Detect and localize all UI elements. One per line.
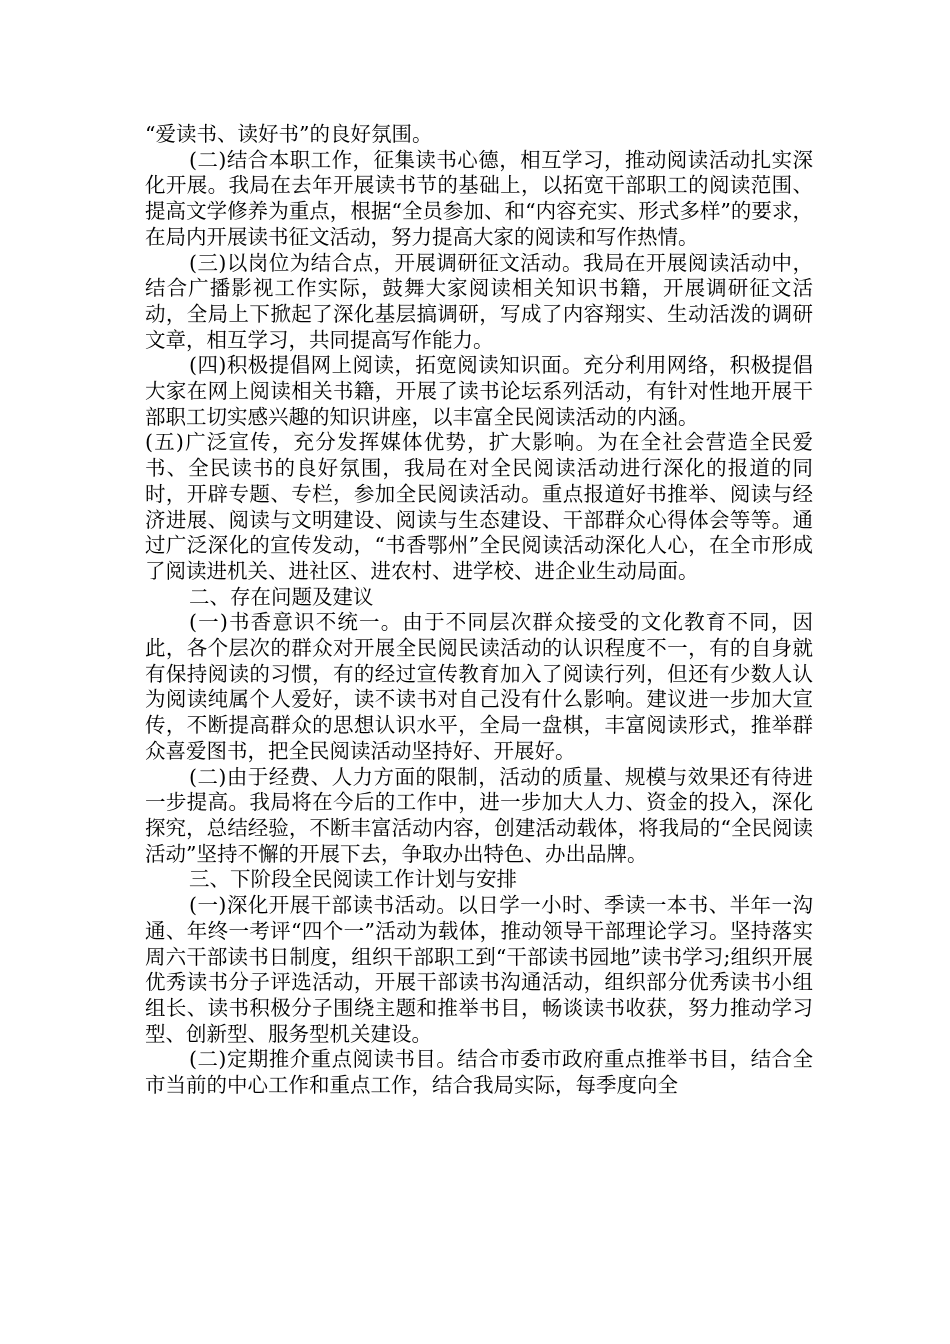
paragraph-section-1-item-3: (三)以岗位为结合点，开展调研征文活动。我局在开展阅读活动中，结合广播影视工作实际，鼓舞大家阅读相关知识书籍，开展调研征文活动，全局上下掀起了深化基层搞调研，写成了内容翔实、生动活泼的调研文章，相互学习，共同提高写作能力。: [145, 250, 813, 352]
paragraph-section-2-item-2: (二)由于经费、人力方面的限制，活动的质量、规模与效果还有待进一步提高。我局将在今后的工作中，进一步加大人力、资金的投入，深化探究，总结经验，不断丰富活动内容，创建活动载体，将我局的“全民阅读活动”坚持不懈的开展下去，争取办出特色、办出品牌。: [145, 764, 813, 866]
paragraph-continuation: “爱读书、读好书”的良好氛围。: [145, 122, 433, 146]
paragraph-section-2-item-1: (一)书香意识不统一。由于不同层次群众接受的文化教育不同，因此，各个层次的群众对开展全民阅民读活动的认识程度不一，有的自身就有保持阅读的习惯，有的经过宣传教育加入了阅读行列，但还有少数人认为阅读纯属个人爱好，读不读书对自己没有什么影响。建议进一步加大宣传，不断提高群众的思想认识水平，全局一盘棋，丰富阅读形式，推举群众喜爱图书，把全民阅读活动坚持好、开展好。: [145, 610, 813, 763]
paragraph-section-3-item-2: (二)定期推介重点阅读书目。结合市委市政府重点推举书目，结合全市当前的中心工作和重点工作，结合我局实际，每季度向全: [145, 1047, 813, 1098]
paragraph-section-1-item-5: (五)广泛宣传，充分发挥媒体优势，扩大影响。为在全社会营造全民爱书、全民读书的良好氛围，我局在对全民阅读活动进行深化的报道的同时，开辟专题、专栏，参加全民阅读活动。重点报道好书推举、阅读与经济进展、阅读与文明建设、阅读与生态建设、干部群众心得体会等等。通过广泛深化的宣传发动，“书香鄂州”全民阅读活动深化人心，在全市形成了阅读进机关、进社区、进农村、进学校、进企业生动局面。: [145, 430, 813, 583]
paragraph-section-1-item-4: (四)积极提倡网上阅读，拓宽阅读知识面。充分利用网络，积极提倡大家在网上阅读相关书籍，开展了读书论坛系列活动，有针对性地开展干部职工切实感兴趣的知识讲座，以丰富全民阅读活动的内涵。: [145, 353, 813, 429]
section-heading-3: 三、下阶段全民阅读工作计划与安排: [189, 867, 517, 892]
paragraph-section-1-item-2: (二)结合本职工作，征集读书心德，相互学习，推动阅读活动扎实深化开展。我局在去年开展读书节的基础上，以拓宽干部职工的阅读范围、提高文学修养为重点，根据“全员参加、和“内容充实、形式多样”的要求，在局内开展读书征文活动，努力提高大家的阅读和写作热情。: [145, 147, 813, 249]
document-body: [145, 122, 813, 1099]
paragraph-section-3-item-1: (一)深化开展干部读书活动。以日学一小时、季读一本书、半年一沟通、年终一考评“四个一”活动为载体，推动领导干部理论学习。坚持落实周六干部读书日制度，组织干部职工到“干部读书园地”读书学习;组织开展优秀读书分子评选活动，开展干部读书沟通活动，组织部分优秀读书小组组长、读书积极分子围绕主题和推举书目，畅谈读书收获，努力推动学习型、创新型、服务型机关建设。: [145, 893, 813, 1046]
section-heading-2: 二、存在问题及建议: [189, 584, 374, 609]
